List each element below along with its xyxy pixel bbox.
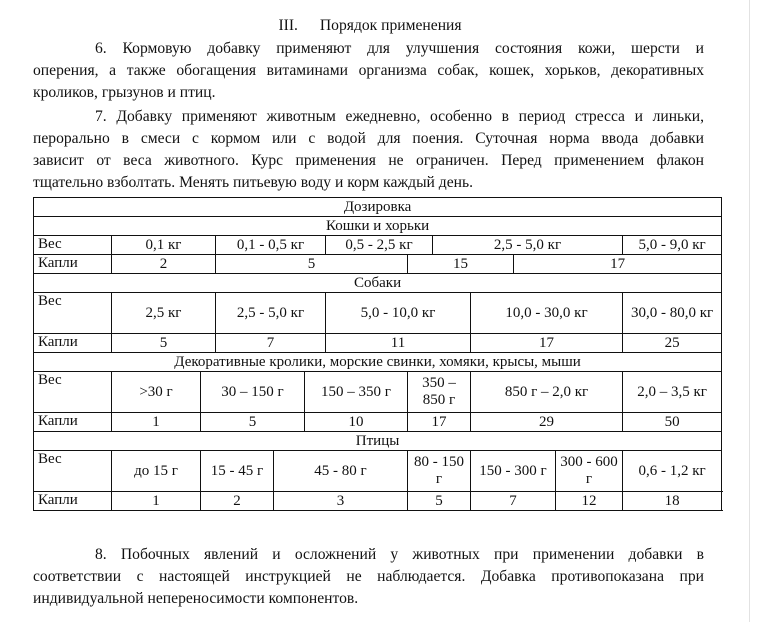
row-label-weight: Вес [34,293,112,334]
paragraph-6 [33,38,704,104]
weight-cell: 300 - 600 г [556,451,623,492]
drops-cell: 3 [274,492,408,511]
drops-cell: 11 [326,334,471,353]
paragraph-line: кроликов, грызунов и птиц. [33,84,216,101]
weight-cell: 0,6 - 1,2 кг [623,451,722,492]
weight-cell: 0,5 - 2,5 кг [326,236,433,255]
paragraph-line: оперения, а также обогащения витаминами организма собак, кошек, хорьков, декоративных [33,62,704,79]
weight-cell: 15 - 45 г [201,451,274,492]
drops-cell: 5 [201,413,305,432]
drops-cell: 5 [112,334,216,353]
paragraph-line: индивидуальной непереносимости компонентов. [33,590,359,607]
weight-cell: 0,1 - 0,5 кг [216,236,326,255]
paragraph-line: перорально в смеси с кормом или с водой для поения. Суточная норма ввода добавки [33,130,704,147]
weight-cell: 350 – 850 г [408,372,471,413]
drops-cell: 5 [408,492,471,511]
drops-cell: 18 [623,492,722,511]
drops-cell: 5 [216,255,408,274]
row-label-drops: Капли [34,334,112,353]
row-label-weight: Вес [34,451,112,492]
dosage-table [33,197,722,511]
table-title: Дозировка [34,198,722,217]
weight-cell: 30 – 150 г [201,372,305,413]
paragraph-line: тщательно взболтать. Менять питьевую воду и корм каждый день. [33,174,474,191]
row-label-drops: Капли [34,492,112,511]
drops-cell: 17 [408,413,471,432]
group-header-dogs: Собаки [34,274,722,293]
drops-cell: 1 [112,492,201,511]
section-title: Порядок применения [319,17,462,34]
paragraph-line: соответствии с настоящей инструкцией не наблюдается. Добавка противопоказана при [33,568,704,585]
drops-cell: 10 [305,413,408,432]
weight-cell: 150 - 300 г [471,451,556,492]
drops-cell: 17 [514,255,722,274]
drops-cell: 7 [216,334,326,353]
weight-cell: 150 – 350 г [305,372,408,413]
drops-cell: 1 [112,413,201,432]
paragraph-8 [33,544,704,610]
drops-cell: 7 [471,492,556,511]
drops-cell: 2 [201,492,274,511]
paragraph-line: 8. Побочных явлений и осложнений у животных при применении добавки в [95,546,704,563]
drops-cell: 25 [623,334,722,353]
weight-cell: 30,0 - 80,0 кг [623,293,722,334]
group-header-rodents: Декоративные кролики, морские свинки, хомяки, крысы, мыши [34,353,722,372]
row-label-drops: Капли [34,413,112,432]
weight-cell: до 15 г [112,451,201,492]
drops-cell: 29 [471,413,623,432]
drops-cell: 2 [112,255,216,274]
paragraph-7 [33,106,704,194]
weight-cell: 2,5 - 5,0 кг [433,236,623,255]
weight-cell: 0,1 кг [112,236,216,255]
row-label-weight: Вес [34,372,112,413]
weight-cell: 2,5 - 5,0 кг [216,293,326,334]
group-header-cats: Кошки и хорьки [34,217,722,236]
row-label-drops: Капли [34,255,112,274]
drops-cell: 17 [471,334,623,353]
weight-cell: 80 - 150 г [408,451,471,492]
weight-cell: >30 г [112,372,201,413]
weight-cell: 45 - 80 г [274,451,408,492]
section-heading [0,15,740,37]
drops-cell: 12 [556,492,623,511]
paragraph-line: 7. Добавку применяют животным ежедневно, особенно в период стресса и линьки, [95,108,704,125]
weight-cell: 5,0 - 9,0 кг [623,236,722,255]
page-edge [749,0,750,622]
weight-cell: 2,5 кг [112,293,216,334]
weight-cell: 10,0 - 30,0 кг [471,293,623,334]
group-header-birds: Птицы [34,432,722,451]
drops-cell: 50 [623,413,722,432]
weight-cell: 2,0 – 3,5 кг [623,372,722,413]
paragraph-line: зависит от веса животного. Курс применения не ограничен. Перед применением флакон [33,152,704,169]
row-label-weight: Вес [34,236,112,255]
drops-cell: 15 [408,255,514,274]
section-number: III. [278,17,298,34]
weight-cell: 850 г – 2,0 кг [471,372,623,413]
weight-cell: 5,0 - 10,0 кг [326,293,471,334]
paragraph-line: 6. Кормовую добавку применяют для улучшения состояния кожи, шерсти и [95,40,704,57]
